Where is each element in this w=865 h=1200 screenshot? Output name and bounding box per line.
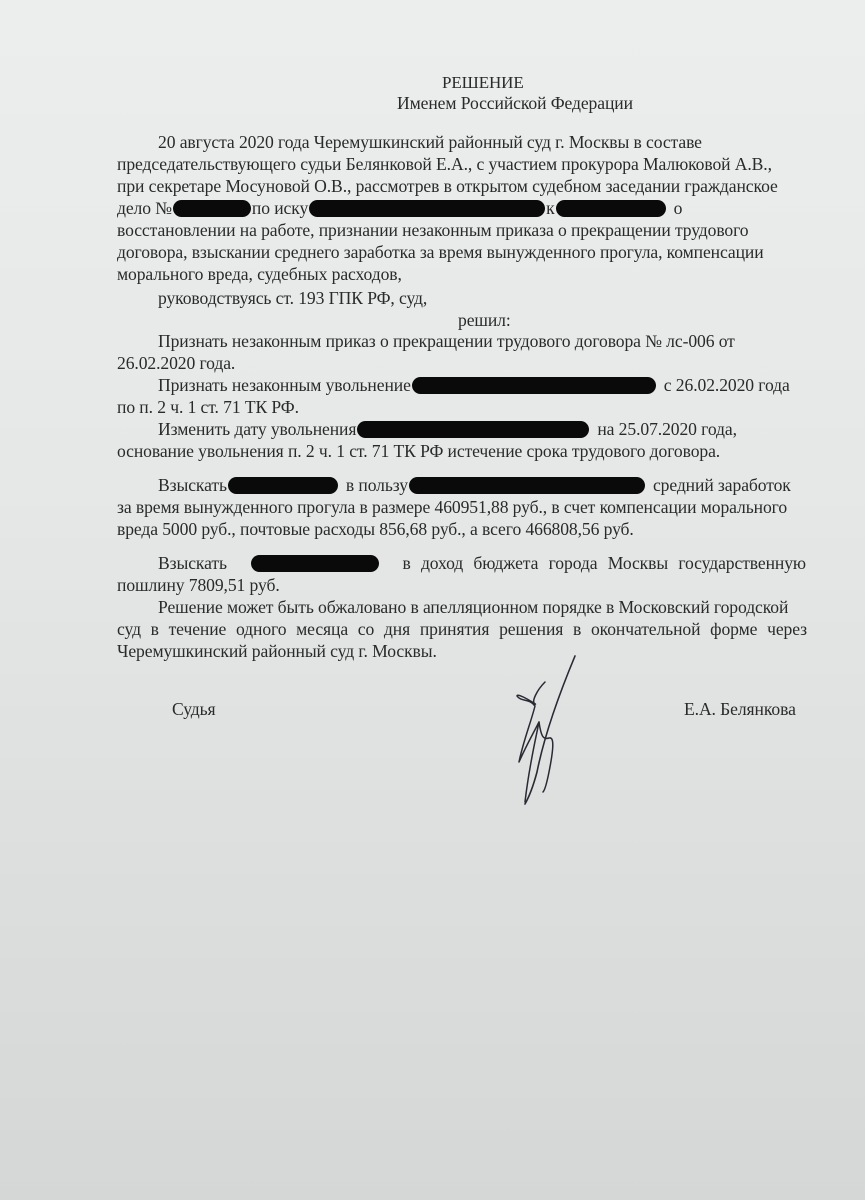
redaction-case-number [173, 200, 251, 217]
redaction-defendant-2 [228, 477, 338, 494]
ruling-p6-line-2: суд в течение одного месяца со дня принятия решения в окончательной форме через [117, 619, 807, 639]
ruling-p1-line-1: Признать незаконным приказ о прекращении трудового договора № лс-006 от [158, 331, 735, 351]
about-label: о [673, 198, 683, 218]
intro-line-3: при секретаре Мосуновой О.В., рассмотрев в открытом судебном заседании гражданское [117, 176, 778, 196]
ruling-p4-line-2: за время вынужденного прогула в размере 460951,88 руб., в счет компенсации морального [117, 497, 788, 517]
ruling-p6-line-1: Решение может быть обжаловано в апелляционном порядке в Московский городской [158, 597, 789, 617]
ruling-p2-text-b: с 26.02.2020 года [663, 375, 790, 395]
judge-label: Судья [172, 699, 216, 719]
intro-line-2: председательствующего судьи Белянковой Е.А., с участием прокурора Малюковой А.В., [117, 154, 772, 174]
against-label: к [546, 198, 555, 218]
ruling-p4-line-1 [158, 474, 791, 496]
redaction-defendant-3 [251, 555, 379, 572]
handwritten-signature [505, 652, 585, 812]
ruling-p5-text-a: Взыскать [158, 553, 227, 573]
document-title: РЕШЕНИЕ [442, 73, 524, 92]
intro-line-7: морального вреда, судебных расходов, [117, 264, 402, 284]
ruling-p5-line-2: пошлину 7809,51 руб. [117, 575, 280, 595]
ruling-p2-text-a: Признать незаконным увольнение [158, 375, 411, 395]
ruling-p6-line-3: Черемушкинский районный суд г. Москвы. [117, 641, 437, 661]
redaction-employee-name-2 [357, 421, 589, 438]
ruling-p2-line-2: по п. 2 ч. 1 ст. 71 ТК РФ. [117, 397, 299, 417]
ruling-p5-text-b: в доход бюджета города Москвы государственную [402, 553, 806, 573]
ruling-p1-line-2: 26.02.2020 года. [117, 353, 236, 373]
ruling-p3-text-b: на 25.07.2020 года, [597, 419, 737, 439]
intro-line-6: договора, взыскании среднего заработка за время вынужденного прогула, компенсации [117, 242, 764, 262]
ruling-p4-text-b: в пользу [345, 475, 408, 495]
guided-by-line: руководствуясь ст. 193 ГПК РФ, суд, [158, 288, 428, 308]
ruling-p4-text-c: средний заработок [652, 475, 791, 495]
redaction-employee-name [412, 377, 656, 394]
redaction-plaintiff [309, 200, 545, 217]
document-subtitle: Именем Российской Федерации [397, 93, 633, 113]
ruling-p3-line-1 [158, 418, 737, 440]
intro-line-5: восстановлении на работе, признании незаконным приказа о прекращении трудового [117, 220, 749, 240]
ruling-p2-line-1 [158, 374, 790, 396]
decided-heading: решил: [458, 310, 511, 330]
ruling-p3-text-a: Изменить дату увольнения [158, 419, 357, 439]
ruling-p5-line-1 [158, 552, 806, 574]
judge-name: Е.А. Белянкова [684, 699, 796, 719]
ruling-p3-line-2: основание увольнения п. 2 ч. 1 ст. 71 ТК РФ истечение срока трудового договора. [117, 441, 721, 461]
claim-label: по иску [251, 198, 309, 218]
ruling-p4-line-3: вреда 5000 руб., почтовые расходы 856,68 руб., а всего 466808,56 руб. [117, 519, 634, 539]
case-number-label: дело № [117, 198, 172, 218]
intro-line-4 [117, 197, 682, 219]
ruling-p4-text-a: Взыскать [158, 475, 227, 495]
redaction-plaintiff-2 [409, 477, 645, 494]
redaction-defendant [556, 200, 666, 217]
intro-line-1: 20 августа 2020 года Черемушкинский районный суд г. Москвы в составе [158, 132, 702, 152]
